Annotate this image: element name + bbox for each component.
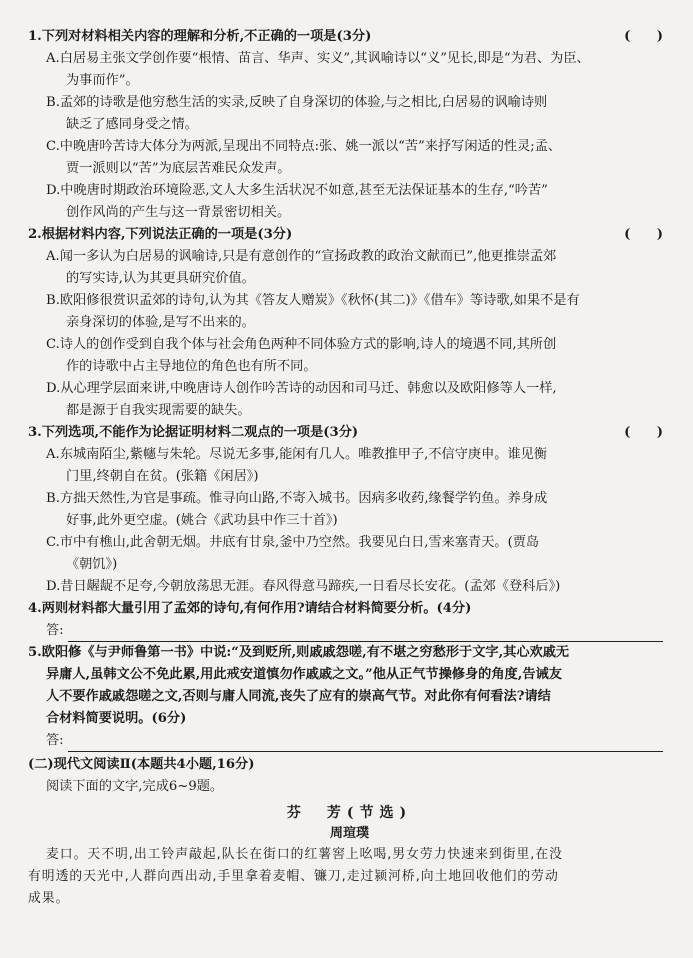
article-paragraph-line2: 有明透的天光中,人群向西出动,手里拿着麦帽、镰刀,走过颍河桥,向土地回收他们的劳动 <box>28 869 559 884</box>
q1-option-a-line1: A.白居易主张文学创作要“根情、苗言、华声、实义”,其讽喻诗以“义”见长,即是“为君、为臣、 <box>46 51 590 66</box>
q2-option-a-line1: A.闻一多认为白居易的讽喻诗,只是有意创作的“宣扬政教的政治文献而已”,他更推崇孟郊 <box>46 249 557 264</box>
q3-option-d-line1: D.昔日龌龊不足夸,今朝放荡思无涯。春风得意马蹄疾,一日看尽长安花。(孟郊《登科后》) <box>46 579 561 594</box>
q2-option-a-line2: 的写实诗,认为其更具研究价值。 <box>66 271 255 286</box>
q1-answer-parens: ( ) <box>624 29 663 44</box>
q5-answer-label: 答: <box>46 733 64 748</box>
section-heading: (二)现代文阅读Ⅱ(本题共4小题,16分) <box>28 757 255 772</box>
q5-stem-line3: 人不要作戚戚怨嗟之文,否则与庸人同流,丧失了应有的崇高气节。对此你有何看法?请结 <box>46 689 551 704</box>
q2-option-c-line2: 作的诗歌中占主导地位的角色也有所不同。 <box>66 359 317 374</box>
article-author: 周瑄璞 <box>329 826 369 841</box>
article-paragraph-line1: 麦口。天不明,出工铃声敲起,队长在街口的红薯窖上吆喝,男女劳力快速来到街里,在没 <box>46 847 563 862</box>
q3-option-c-line2: 《朝饥》) <box>66 557 118 572</box>
q3-stem: 3.下列选项,不能作为论据证明材料二观点的一项是(3分) ( ) <box>28 422 671 444</box>
section-instruction: 阅读下面的文字,完成6~9题。 <box>46 779 224 794</box>
q2-stem: 2.根据材料内容,下列说法正确的一项是(3分) ( ) <box>28 224 671 246</box>
q5-stem-line1: 5.欧阳修《与尹师鲁第一书》中说:“及到贬所,则戚戚怨嗟,有不堪之穷愁形于文字,其心欢戚无 <box>28 645 570 660</box>
q2-option-b-line2: 亲身深切的体验,是写不出来的。 <box>66 315 255 330</box>
q2-answer-parens: ( ) <box>624 227 663 242</box>
q3-answer-parens: ( ) <box>624 425 663 440</box>
q1-option-b-line2: 缺乏了感同身受之情。 <box>66 117 198 132</box>
q3-option-c-line1: C.市中有樵山,此舍朝无烟。井底有甘泉,釜中乃空然。我要见白日,雪来塞青天。(贾岛 <box>46 535 540 550</box>
q2-option-d-line1: D.从心理学层面来讲,中晚唐诗人创作吟苦诗的动因和司马迁、韩愈以及欧阳修等人一样, <box>46 381 557 396</box>
q1-option-c-line1: C.中晚唐吟苦诗大体分为两派,呈现出不同特点:张、姚一派以“苦”来抒写闲适的性灵;孟、 <box>46 139 562 154</box>
q4-answer-label: 答: <box>46 623 64 638</box>
q3-option-a-line2: 门里,终朝自在贫。(张籍《闲居》) <box>66 469 259 484</box>
q5-answer-area[interactable] <box>28 730 671 752</box>
q3-option-b-line2: 好事,此外更空虚。(姚合《武功县中作三十首》) <box>66 513 338 528</box>
q1-option-a-line2: 为事而作”。 <box>66 73 139 88</box>
q5-answer-line[interactable] <box>68 737 663 752</box>
q2-option-c-line1: C.诗人的创作受到自我个体与社会角色两种不同体验方式的影响,诗人的境遇不同,其所创 <box>46 337 557 352</box>
q4-stem: 4.两则材料都大量引用了孟郊的诗句,有何作用?请结合材料简要分析。(4分) <box>28 601 472 616</box>
q4-answer-line[interactable] <box>68 627 663 642</box>
q1-option-d-line2: 创作风尚的产生与这一背景密切相关。 <box>66 205 291 220</box>
q1-option-c-line2: 贾一派则以“苦”为底层苦难民众发声。 <box>66 161 291 176</box>
q1-option-d-line1: D.中晚唐时期政治环境险恶,文人大多生活状况不如意,甚至无法保证基本的生存,“吟苦” <box>46 183 548 198</box>
q3-option-b-line1: B.方拙天然性,为官是事疏。惟寻向山路,不寄入城书。因病多收药,缘餐学钓鱼。养身成 <box>46 491 548 506</box>
q3-option-a-line1: A.东城南陌尘,紫幰与朱轮。尽说无多事,能闲有几人。唯教推甲子,不信守庚申。谁见衡 <box>46 447 548 462</box>
article-paragraph-line3: 成果。 <box>28 891 70 906</box>
q2-option-d-line2: 都是源于自我实现需要的缺失。 <box>66 403 251 418</box>
q5-stem-line4: 合材料简要说明。(6分) <box>46 711 187 726</box>
article-title: 芬 芳(节选) <box>286 805 413 821</box>
q1-stem: 1.下列对材料相关内容的理解和分析,不正确的一项是(3分) ( ) <box>28 26 671 48</box>
q5-stem-line2: 异庸人,虽韩文公不免此累,用此戒安道慎勿作戚戚之文。”他从正气节操修身的角度,告诫友 <box>46 667 562 682</box>
q2-option-b-line1: B.欧阳修很赏识孟郊的诗句,认为其《答友人赠炭》《秋怀(其二)》《借车》等诗歌,如果不是有 <box>46 293 580 308</box>
q1-option-b-line1: B.孟郊的诗歌是他穷愁生活的实录,反映了自身深切的体验,与之相比,白居易的讽喻诗则 <box>46 95 548 110</box>
q4-answer-area[interactable] <box>28 620 671 642</box>
